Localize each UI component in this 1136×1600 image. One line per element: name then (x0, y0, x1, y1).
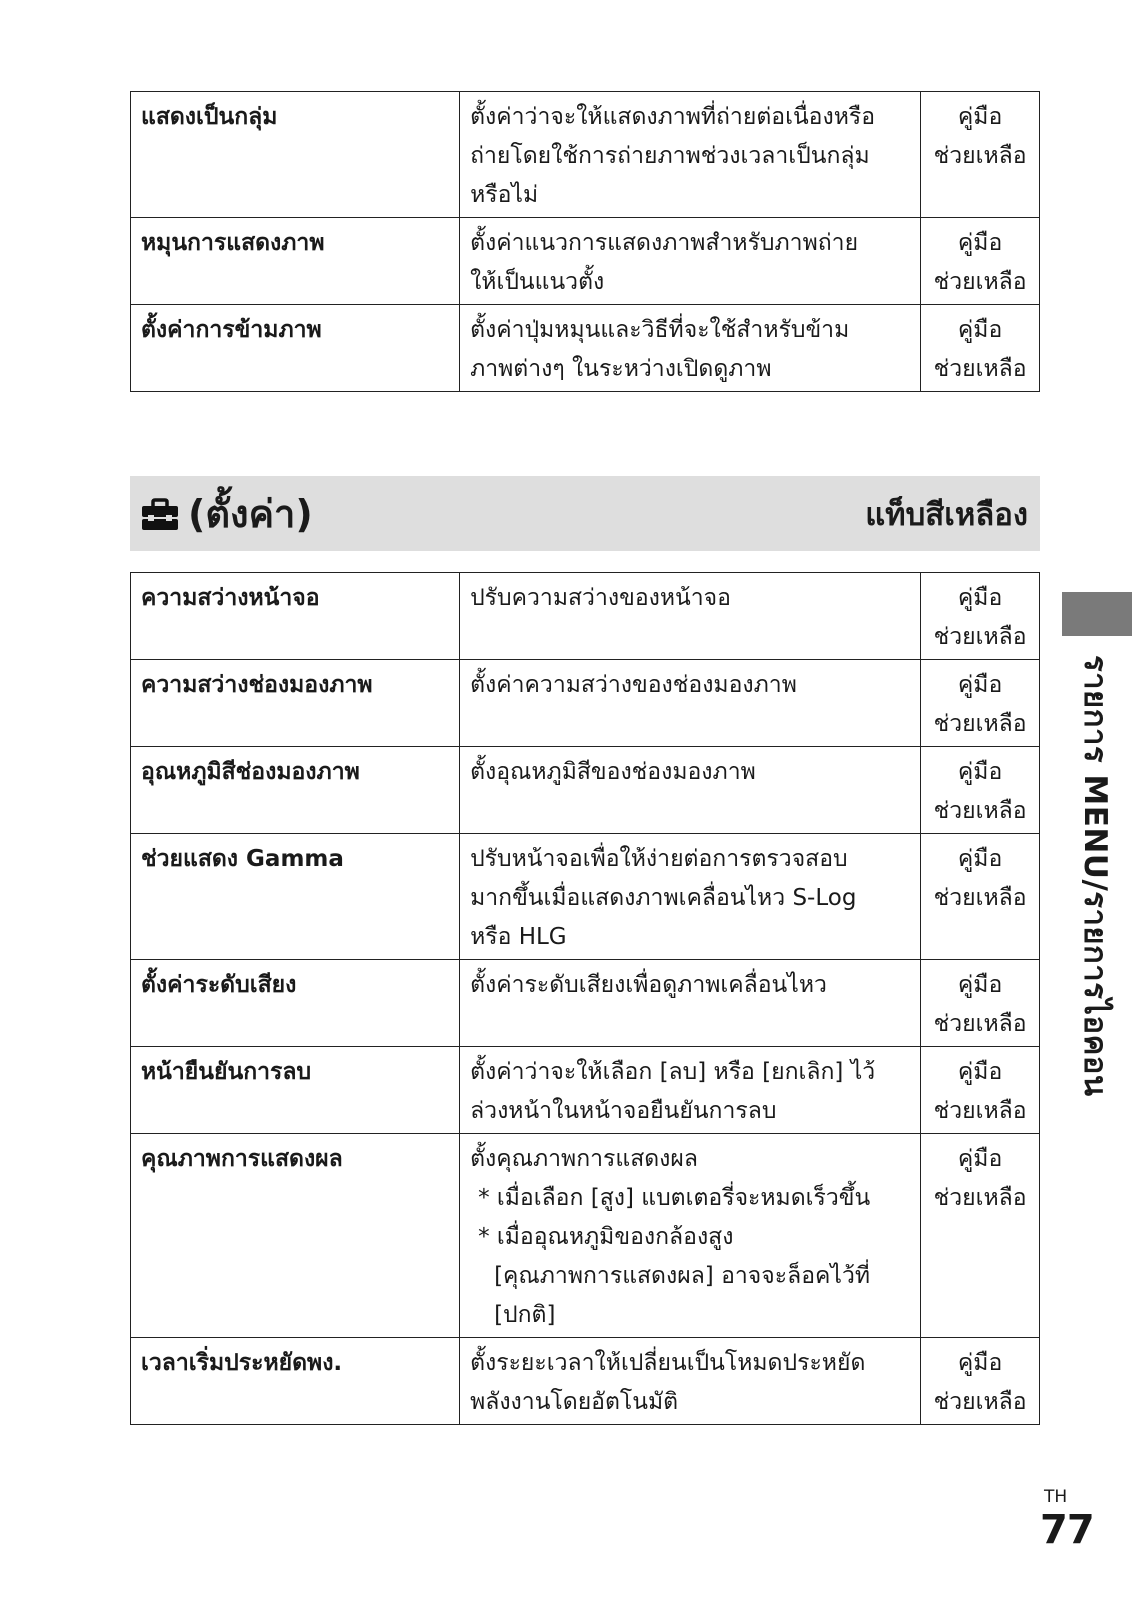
page-language: TH (1044, 1487, 1068, 1507)
menu-item-name: เวลาเริ่มประหยัดพง. (131, 1338, 460, 1425)
ref-line: ช่วยเหลือ (933, 269, 1027, 295)
description-line: ตั้งค่าว่าจะให้เลือก [ลบ] หรือ [ยกเลิก] ไว้ (470, 1059, 876, 1085)
ref-line: ช่วยเหลือ (933, 356, 1027, 382)
note-line: [คุณภาพการแสดงผล] อาจจะล็อคไว้ที่ (494, 1263, 871, 1289)
menu-item-name: หน้ายืนยันการลบ (131, 1047, 460, 1134)
menu-item-name: ช่วยแสดง Gamma (131, 834, 460, 960)
menu-item-description (460, 1047, 921, 1134)
menu-item-name: แสดงเป็นกลุ่ม (131, 92, 460, 218)
section-tab-label: แท็บสีเหลือง (865, 496, 1028, 533)
table-row (131, 218, 1040, 305)
section-side-marker (1062, 592, 1132, 636)
ref-line: ช่วยเหลือ (933, 798, 1027, 824)
help-guide-reference (921, 1338, 1040, 1425)
description-line: ตั้งค่าว่าจะให้แสดงภาพที่ถ่ายต่อเนื่องหรือ (470, 104, 876, 130)
ref-line: ช่วยเหลือ (933, 143, 1027, 169)
description-line: ถ่ายโดยใช้การถ่ายภาพช่วงเวลาเป็นกลุ่ม (470, 143, 870, 169)
ref-line: คู่มือ (957, 230, 1003, 256)
setup-menu-table (130, 572, 1040, 1425)
description-line: ตั้งอุณหภูมิสีของช่องมองภาพ (470, 759, 756, 785)
menu-item-description (460, 660, 921, 747)
ref-line: คู่มือ (957, 1059, 1003, 1085)
note-line: [ปกติ] (494, 1302, 556, 1328)
table-row (131, 573, 1040, 660)
description-line: ตั้งค่าปุ่มหมุนและวิธีที่จะใช้สำหรับข้าม (470, 317, 850, 343)
table-row (131, 1047, 1040, 1134)
description-line: ตั้งระยะเวลาให้เปลี่ยนเป็นโหมดประหยัด (470, 1350, 866, 1376)
description-line: หรือ HLG (470, 924, 567, 950)
ref-line: คู่มือ (957, 317, 1003, 343)
menu-item-description (460, 960, 921, 1047)
menu-item-name: ความสว่างหน้าจอ (131, 573, 460, 660)
menu-item-description (460, 573, 921, 660)
description-line: ตั้งค่าความสว่างของช่องมองภาพ (470, 672, 797, 698)
menu-item-name: ตั้งค่าระดับเสียง (131, 960, 460, 1047)
table-row (131, 960, 1040, 1047)
ref-line: ช่วยเหลือ (933, 624, 1027, 650)
ref-line: คู่มือ (957, 104, 1003, 130)
ref-line: ช่วยเหลือ (933, 1389, 1027, 1415)
description-line: ปรับความสว่างของหน้าจอ (470, 585, 731, 611)
ref-line: ช่วยเหลือ (933, 1011, 1027, 1037)
menu-item-name: ความสว่างช่องมองภาพ (131, 660, 460, 747)
ref-line: คู่มือ (957, 972, 1003, 998)
setup-section-header (130, 476, 1040, 551)
help-guide-reference (921, 1134, 1040, 1338)
table-row (131, 1338, 1040, 1425)
description-line: ตั้งค่าแนวการแสดงภาพสำหรับภาพถ่าย (470, 230, 859, 256)
section-title-group (140, 483, 313, 544)
description-line: หรือไม่ (470, 182, 539, 208)
menu-item-description (460, 747, 921, 834)
description-line: ล่วงหน้าในหน้าจอยืนยันการลบ (470, 1098, 777, 1124)
menu-item-description (460, 1134, 921, 1338)
help-guide-reference (921, 747, 1040, 834)
help-guide-reference (921, 305, 1040, 392)
description-line: มากขึ้นเมื่อแสดงภาพเคลื่อนไหว S-Log (470, 885, 857, 911)
playback-menu-table (130, 91, 1040, 392)
toolbox-icon (140, 497, 180, 531)
table-row (131, 747, 1040, 834)
description-line: ตั้งค่าระดับเสียงเพื่อดูภาพเคลื่อนไหว (470, 972, 827, 998)
ref-line: คู่มือ (957, 846, 1003, 872)
ref-line: ช่วยเหลือ (933, 1098, 1027, 1124)
menu-item-description (460, 305, 921, 392)
menu-item-description (460, 834, 921, 960)
note-line: * เมื่ออุณหภูมิของกล้องสูง (478, 1224, 734, 1250)
help-guide-reference (921, 660, 1040, 747)
description-line: ภาพต่างๆ ในระหว่างเปิดดูภาพ (470, 356, 772, 382)
menu-item-name: หมุนการแสดงภาพ (131, 218, 460, 305)
ref-line: ช่วยเหลือ (933, 885, 1027, 911)
ref-line: คู่มือ (957, 1146, 1003, 1172)
description-line: ให้เป็นแนวตั้ง (470, 269, 605, 295)
menu-item-description (460, 218, 921, 305)
table-row (131, 1134, 1040, 1338)
help-guide-reference (921, 1047, 1040, 1134)
ref-line: คู่มือ (957, 585, 1003, 611)
help-guide-reference (921, 834, 1040, 960)
ref-line: ช่วยเหลือ (933, 711, 1027, 737)
page-number: 77 (1040, 1507, 1094, 1553)
menu-item-description (460, 1338, 921, 1425)
description-line: พลังงานโดยอัตโนมัติ (470, 1389, 679, 1415)
help-guide-reference (921, 573, 1040, 660)
table-row (131, 834, 1040, 960)
help-guide-reference (921, 218, 1040, 305)
note-line: * เมื่อเลือก [สูง] แบตเตอรี่จะหมดเร็วขึ้น (478, 1185, 871, 1211)
menu-item-name: คุณภาพการแสดงผล (131, 1134, 460, 1338)
help-guide-reference (921, 960, 1040, 1047)
ref-line: คู่มือ (957, 759, 1003, 785)
table-row (131, 305, 1040, 392)
ref-line: คู่มือ (957, 672, 1003, 698)
menu-item-name: อุณหภูมิสีช่องมองภาพ (131, 747, 460, 834)
description-line: ปรับหน้าจอเพื่อให้ง่ายต่อการตรวจสอบ (470, 846, 848, 872)
ref-line: ช่วยเหลือ (933, 1185, 1027, 1211)
description-line: ตั้งคุณภาพการแสดงผล (470, 1146, 698, 1172)
table-row (131, 92, 1040, 218)
ref-line: คู่มือ (957, 1350, 1003, 1376)
help-guide-reference (921, 92, 1040, 218)
menu-item-description (460, 92, 921, 218)
section-title: (ตั้งค่า) (188, 492, 313, 536)
side-tab-label: รายการ MENU/รายการไอคอน (1077, 655, 1113, 1097)
menu-item-name: ตั้งค่าการข้ามภาพ (131, 305, 460, 392)
table-row (131, 660, 1040, 747)
